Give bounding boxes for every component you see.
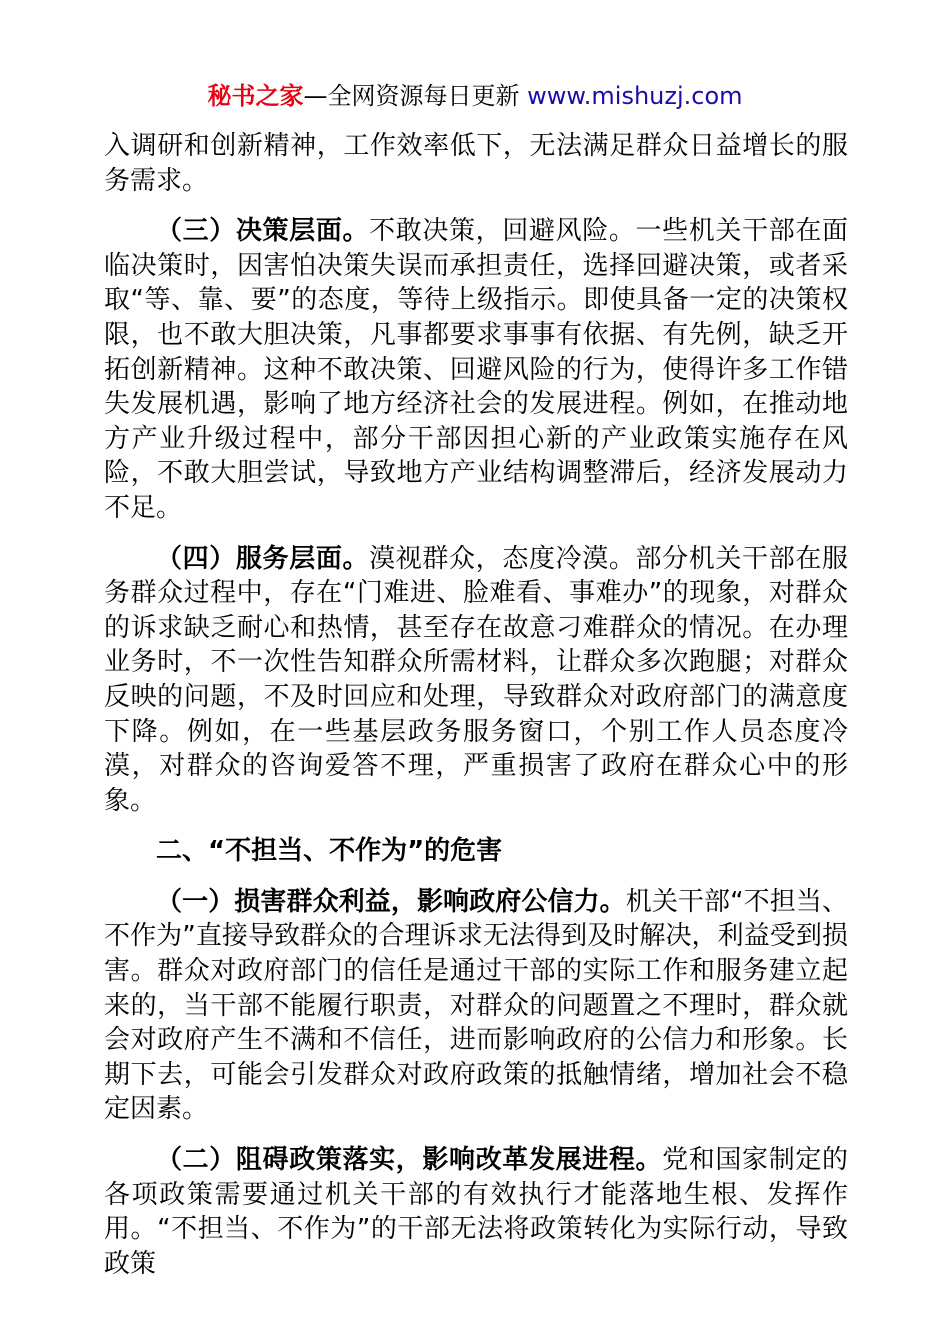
paragraph-harm-policy — [104, 1143, 848, 1281]
paragraph-text: 不敢决策，回避风险。一些机关干部在面临决策时，因害怕决策失误而承担责任，选择回避决策，或者采取“等、靠、要”的态度，等待上级指示。即使具备一定的决策权限，也不敢大胆决策，凡事都要求事事有依据、有先例，缺乏开拓创新精神。这种不敢决策、回避风险的行为，使得许多工作错失发展机遇，影响了地方经济社会的发展进程。例如，在推动地方产业升级过程中，部分干部因担心新的产业政策实施存在风险，不敢大胆尝试，导致地方产业结构调整滞后，经济发展动力不足。 — [104, 216, 848, 523]
header-tagline: —全网资源每日更新 — [303, 82, 528, 110]
paragraph-lead: （二）阻碍政策落实，影响改革发展进程。 — [156, 1145, 663, 1176]
paragraph-lead: （一）损害群众利益，影响政府公信力。 — [156, 886, 626, 917]
page-header — [0, 80, 950, 112]
paragraph-text: 入调研和创新精神，工作效率低下，无法满足群众日益增长的服务需求。 — [104, 131, 848, 196]
paragraph-lead: （四）服务层面。 — [156, 543, 370, 574]
paragraph-text: 机关干部“不担当、不作为”直接导致群众的合理诉求无法得到及时解决，利益受到损害。群众对政府部门的信任是通过干部的实际工作和服务建立起来的，当干部不能履行职责，对群众的问题置之不理时，群众就会对政府产生不满和不信任，进而影响政府的公信力和形象。长期下去，可能会引发群众对政府政策的抵触情绪，增加社会不稳定因素。 — [104, 886, 848, 1125]
paragraph-continued — [104, 129, 848, 198]
paragraph-decision-level — [104, 214, 848, 525]
paragraph-harm-public-interest — [104, 885, 848, 1127]
paragraph-service-level — [104, 542, 848, 819]
header-brand: 秘书之家 — [207, 82, 304, 110]
paragraph-text: 漠视群众，态度冷漠。部分机关干部在服务群众过程中，存在“门难进、脸难看、事难办”的现象，对群众的诉求缺乏耐心和热情，甚至存在故意刁难群众的情况。在办理业务时，不一次性告知群众所需材料，让群众多次跑腿；对群众反映的问题，不及时回应和处理，导致群众对政府部门的满意度下降。例如，在一些基层政务服务窗口，个别工作人员态度冷漠，对群众的咨询爱答不理，严重损害了政府在群众心中的形象。 — [104, 543, 848, 816]
header-url-link[interactable]: www.mishuzj.com — [527, 82, 743, 110]
section-heading: 二、“不担当、不作为”的危害 — [156, 836, 503, 867]
paragraph-lead: （三）决策层面。 — [156, 216, 370, 247]
paragraph-text: 党和国家制定的各项政策需要通过机关干部的有效执行才能落地生根、发挥作用。“不担当、不作为”的干部无法将政策转化为实际行动，导致政策 — [104, 1145, 848, 1279]
document-body — [104, 129, 848, 1297]
